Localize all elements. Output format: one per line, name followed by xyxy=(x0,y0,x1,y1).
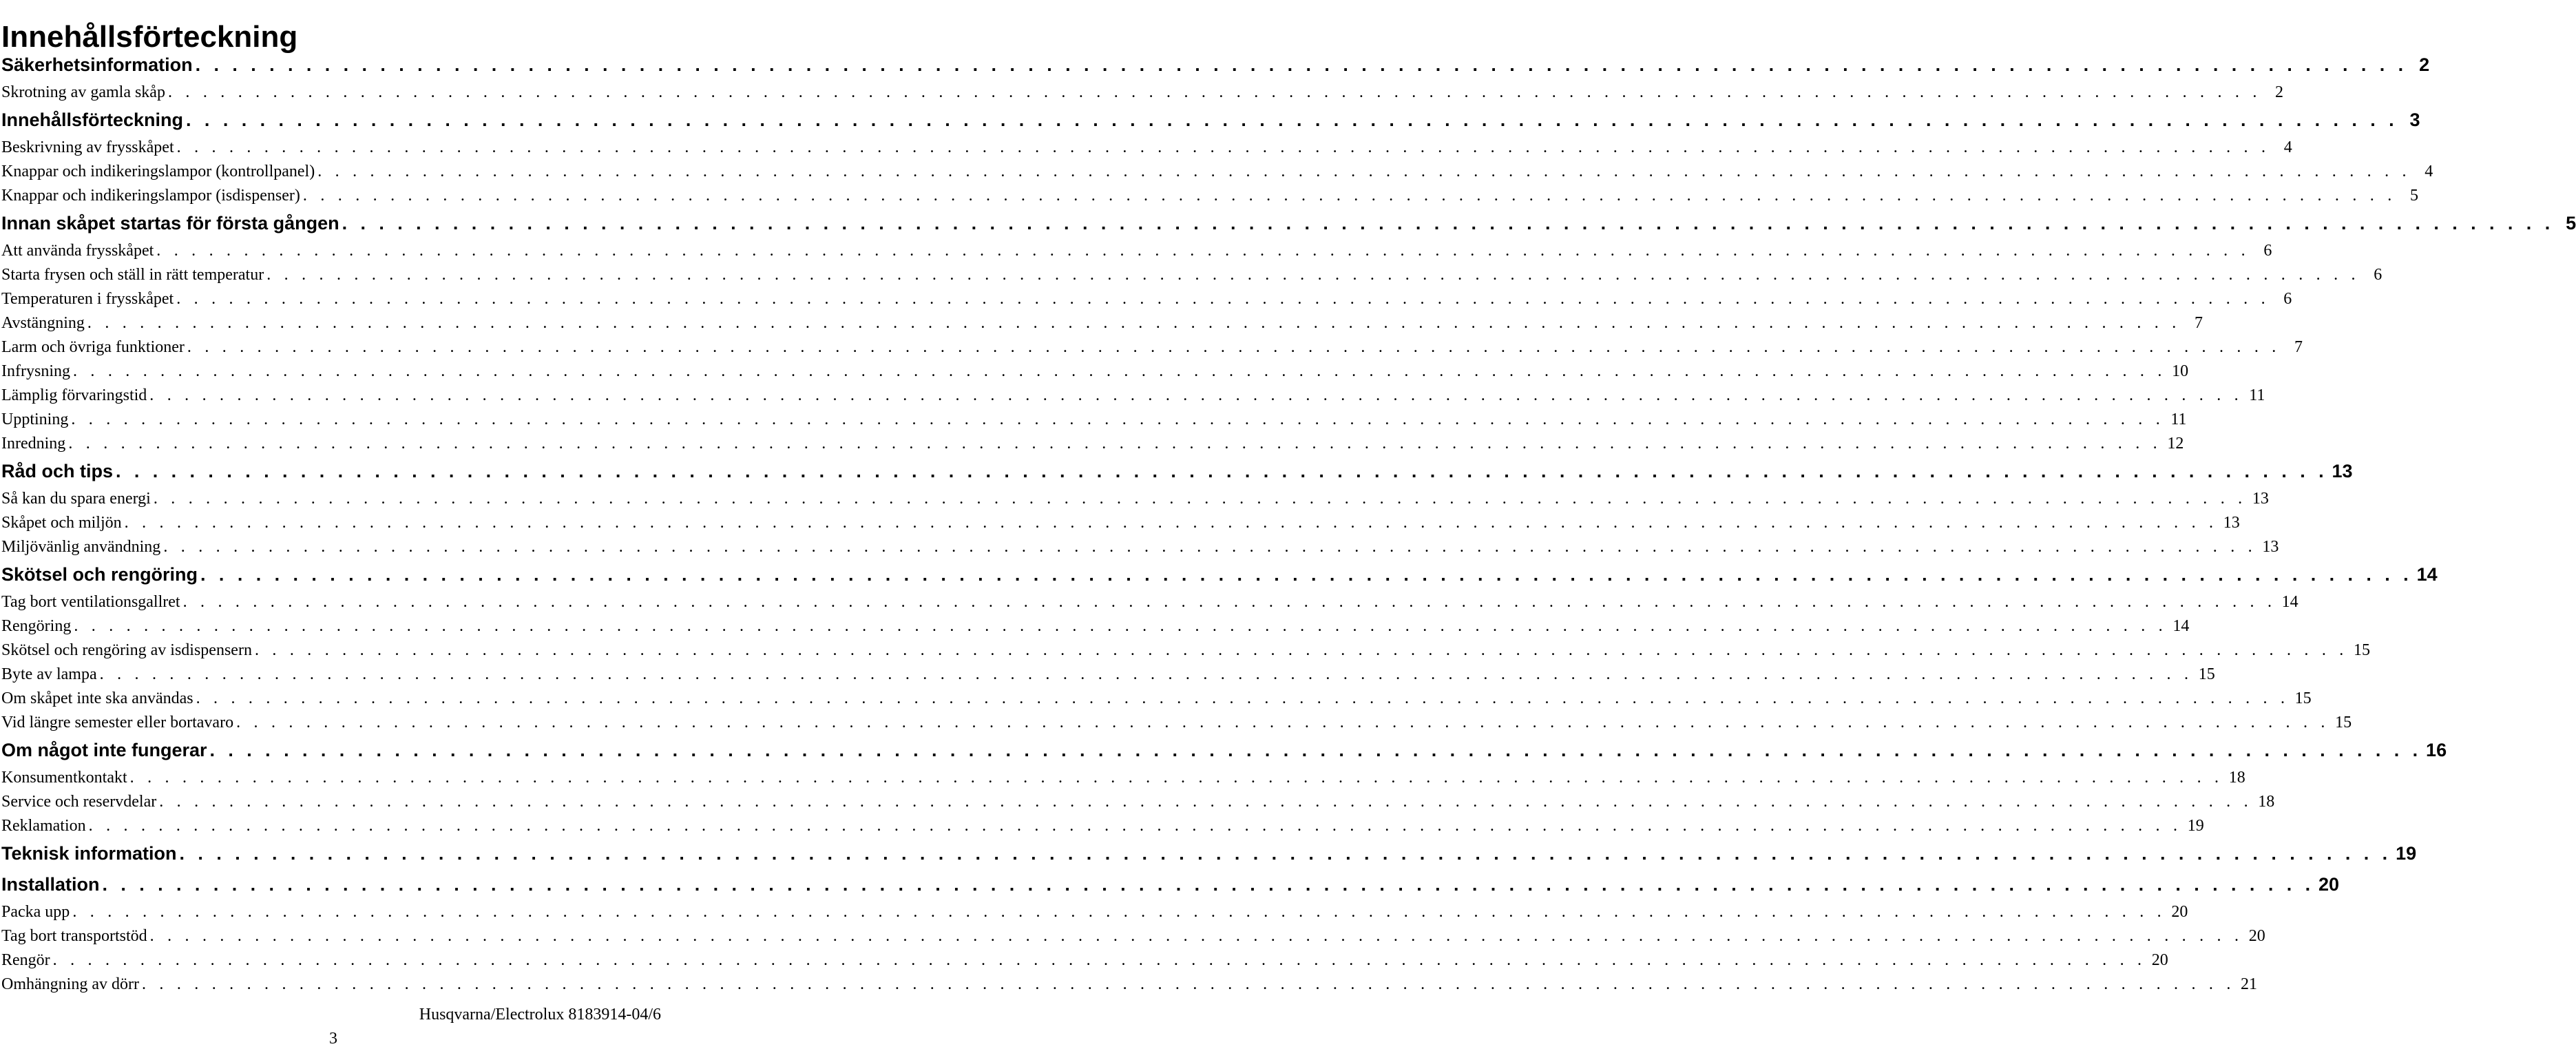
toc-entry-page: 15 xyxy=(2354,641,2371,659)
dot-leader: . . . . . . . . . . . . . . . . . . . . . . . . . . . . . . . . . . . . . . . . . . . . . . . . . . . . . . . . . . . . . . . . . . . . . . . . . . . . . . . . . . . . . . . . . . . . . . . . . . . . . . . . . . . . . . . . . . . . . . . . xyxy=(159,793,2253,811)
toc-subsection-entry[interactable] xyxy=(1,432,2184,456)
toc-section-entry[interactable] xyxy=(1,838,2417,869)
toc-entry-page: 11 xyxy=(2249,386,2265,404)
toc-entry-title: Inredning xyxy=(1,435,66,453)
toc-section-entry[interactable] xyxy=(1,869,2340,900)
toc-entry-title: Packa upp xyxy=(1,903,70,921)
dot-leader: . . . . . . . . . . . . . . . . . . . . . . . . . . . . . . . . . . . . . . . . . . . . . . . . . . . . . . . . . . . . . . . . . . . . . . . . . . . . . . . . . . . . . . . . . . . . . . . . . . . . . . . . . . . . . . . . . . . . . . . . xyxy=(187,338,2281,356)
toc-entry-title: Service och reservdelar xyxy=(1,793,157,811)
dot-leader: . . . . . . . . . . . . . . . . . . . . . . . . . . . . . . . . . . . . . . . . . . . . . . . . . . . . . . . . . . . . . . . . . . . . . . . . . . . . . . . . . . . . . . . . . . . . . . . . . . . . . . . . . . . . . . . . . . . . . . . . xyxy=(163,538,2257,556)
dot-leader: . . . . . . . . . . . . . . . . . . . . . . . . . . . . . . . . . . . . . . . . . . . . . . . . . . . . . . . . . . . . . . . . . . . . . . . . . . . . . . . . . . . . . . . . . . . . . . . . . . . . . . . . . . . . . . . . . . . . . . . . xyxy=(236,714,2330,731)
toc-section-entry[interactable] xyxy=(1,735,2447,766)
toc-subsection-entry[interactable] xyxy=(1,814,2204,838)
toc-entry-title: Innehållsförteckning xyxy=(1,110,184,130)
toc-entry-page: 2 xyxy=(2275,83,2284,101)
table-of-contents xyxy=(1,50,2576,997)
toc-entry-title: Innan skåpet startas för första gången xyxy=(1,213,339,233)
toc-entry-title: Tag bort transportstöd xyxy=(1,927,147,945)
toc-subsection-entry[interactable] xyxy=(1,384,2265,408)
toc-subsection-entry[interactable] xyxy=(1,766,2245,790)
toc-entry-title: Larm och övriga funktioner xyxy=(1,338,185,356)
toc-entry-title: Om något inte fungerar xyxy=(1,740,207,760)
toc-entry-title: Omhängning av dörr xyxy=(1,975,139,993)
toc-subsection-entry[interactable] xyxy=(1,973,2258,997)
dot-leader: . . . . . . . . . . . . . . . . . . . . . . . . . . . . . . . . . . . . . . . . . . . . . . . . . . . . . . . . . . . . . . . . . . . . . . . . . . . . . . . . . . . . . . . . . . . . . . . . . . . . . . . . . . . . . . . . . . . . . . . . xyxy=(68,435,2162,453)
toc-entry-page: 7 xyxy=(2294,338,2303,356)
toc-subsection-entry[interactable] xyxy=(1,335,2303,360)
toc-entry-title: Skötsel och rengöring xyxy=(1,564,198,585)
dot-leader: . . . . . . . . . . . . . . . . . . . . . . . . . . . . . . . . . . . . . . . . . . . . . . . . . . . . . . . . . . . . . . . . . . . . . . . . . . . . . . . . . . . . . . . . . . . . . . . . . . . . . . . . . . . . . . . . . . . . . . . . xyxy=(87,314,2181,332)
toc-entry-page: 13 xyxy=(2223,514,2240,532)
toc-entry-page: 18 xyxy=(2228,769,2245,787)
toc-subsection-entry[interactable] xyxy=(1,663,2215,687)
toc-entry-page: 13 xyxy=(2252,490,2269,508)
dot-leader: . . . . . . . . . . . . . . . . . . . . . . . . . . . . . . . . . . . . . . . . . . . . . . . . . . . . . . . . . . . . . . . . . . . . . . . . . . . . . . . . . . . . . . . . . . . . . . . . . . . . . . . . . . . . . . . . . . . . . . . . xyxy=(167,83,2262,101)
toc-subsection-entry[interactable] xyxy=(1,408,2187,432)
dot-leader: . . . . . . . . . . . . . . . . . . . . . . . . . . . . . . . . . . . . . . . . . . . . . . . . . . . . . . . . . . . . . . . . . . . . . . . . . . . . . . . . . . . . . . . . . . . . . . . . . . . . . . . . . . . . . . . . . . . . . . . . xyxy=(342,213,2555,233)
dot-leader: . . . . . . . . . . . . . . . . . . . . . . . . . . . . . . . . . . . . . . . . . . . . . . . . . . . . . . . . . . . . . . . . . . . . . . . . . . . . . . . . . . . . . . . . . . . . . . . . . . . . . . . . . . . . . . . . . . . . . . . . xyxy=(74,617,2168,635)
toc-entry-page: 14 xyxy=(2416,564,2438,585)
toc-entry-title: Skötsel och rengöring av isdispensern xyxy=(1,641,252,659)
toc-section-entry[interactable] xyxy=(1,456,2353,487)
toc-subsection-entry[interactable] xyxy=(1,81,2284,105)
dot-leader: . . . . . . . . . . . . . . . . . . . . . . . . . . . . . . . . . . . . . . . . . . . . . . . . . . . . . . . . . . . . . . . . . . . . . . . . . . . . . . . . . . . . . . . . . . . . . . . . . . . . . . . . . . . . . . . . . . . . . . . . xyxy=(254,641,2349,659)
toc-entry-title: Rengöring xyxy=(1,617,72,635)
dot-leader: . . . . . . . . . . . . . . . . . . . . . . . . . . . . . . . . . . . . . . . . . . . . . . . . . . . . . . . . . . . . . . . . . . . . . . . . . . . . . . . . . . . . . . . . . . . . . . . . . . . . . . . . . . . . . . . . . . . . . . . . xyxy=(149,386,2243,404)
toc-subsection-entry[interactable] xyxy=(1,184,2418,208)
toc-entry-title: Byte av lampa xyxy=(1,665,97,683)
toc-entry-title: Konsumentkontakt xyxy=(1,769,127,787)
toc-entry-page: 11 xyxy=(2170,411,2187,428)
toc-entry-page: 6 xyxy=(2263,242,2272,260)
toc-entry-page: 14 xyxy=(2281,593,2298,611)
toc-entry-page: 12 xyxy=(2167,435,2184,453)
toc-entry-title: Temperaturen i frysskåpet xyxy=(1,290,174,308)
toc-entry-page: 13 xyxy=(2262,538,2279,556)
toc-entry-page: 15 xyxy=(2335,714,2352,731)
toc-entry-title: Om skåpet inte ska användas xyxy=(1,689,193,707)
toc-entry-title: Rengör xyxy=(1,951,50,969)
toc-section-entry[interactable] xyxy=(1,105,2420,136)
toc-entry-title: Skåpet och miljön xyxy=(1,514,122,532)
toc-entry-title: Reklamation xyxy=(1,817,86,835)
toc-entry-title: Råd och tips xyxy=(1,461,114,481)
toc-subsection-entry[interactable] xyxy=(1,487,2269,511)
toc-subsection-entry[interactable] xyxy=(1,535,2279,559)
dot-leader: . . . . . . . . . . . . . . . . . . . . . . . . . . . . . . . . . . . . . . . . . . . . . . . . . . . . . . . . . . . . . . . . . . . . . . . . . . . . . . . . . . . . . . . . . . . . . . . . . . . . . . . . . . . . . . . . . . . . . . . . xyxy=(88,817,2182,835)
toc-subsection-entry[interactable] xyxy=(1,136,2292,160)
toc-entry-title: Tag bort ventilationsgallret xyxy=(1,593,180,611)
toc-section-entry[interactable] xyxy=(1,50,2430,81)
toc-entry-title: Starta frysen och ställ in rätt temperatur xyxy=(1,266,264,284)
toc-entry-title: Knappar och indikeringslampor (kontrollpanel) xyxy=(1,163,315,180)
dot-leader: . . . . . . . . . . . . . . . . . . . . . . . . . . . . . . . . . . . . . . . . . . . . . . . . . . . . . . . . . . . . . . . . . . . . . . . . . . . . . . . . . . . . . . . . . . . . . . . . . . . . . . . . . . . . . . . . . . . . . . . . xyxy=(52,951,2146,969)
toc-subsection-entry[interactable] xyxy=(1,638,2371,663)
dot-leader: . . . . . . . . . . . . . . . . . . . . . . . . . . . . . . . . . . . . . . . . . . . . . . . . . . . . . . . . . . . . . . . . . . . . . . . . . . . . . . . . . . . . . . . . . . . . . . . . . . . . . . . . . . . . . . . . . . . . . . . . xyxy=(186,110,2398,130)
toc-entry-page: 18 xyxy=(2258,793,2275,811)
toc-subsection-entry[interactable] xyxy=(1,590,2298,614)
dot-leader: . . . . . . . . . . . . . . . . . . . . . . . . . . . . . . . . . . . . . . . . . . . . . . . . . . . . . . . . . . . . . . . . . . . . . . . . . . . . . . . . . . . . . . . . . . . . . . . . . . . . . . . . . . . . . . . . . . . . . . . . xyxy=(153,490,2247,508)
toc-subsection-entry[interactable] xyxy=(1,239,2272,263)
dot-leader: . . . . . . . . . . . . . . . . . . . . . . . . . . . . . . . . . . . . . . . . . . . . . . . . . . . . . . . . . . . . . . . . . . . . . . . . . . . . . . . . . . . . . . . . . . . . . . . . . . . . . . . . . . . . . . . . . . . . . . . . xyxy=(179,843,2392,864)
toc-entry-page: 6 xyxy=(2283,290,2292,308)
dot-leader: . . . . . . . . . . . . . . . . . . . . . . . . . . . . . . . . . . . . . . . . . . . . . . . . . . . . . . . . . . . . . . . . . . . . . . . . . . . . . . . . . . . . . . . . . . . . . . . . . . . . . . . . . . . . . . . . . . . . . . . . xyxy=(149,927,2243,945)
toc-entry-page: 20 xyxy=(2151,951,2168,969)
toc-entry-title: Vid längre semester eller bortavaro xyxy=(1,714,234,731)
toc-entry-page: 15 xyxy=(2294,689,2312,707)
dot-leader: . . . . . . . . . . . . . . . . . . . . . . . . . . . . . . . . . . . . . . . . . . . . . . . . . . . . . . . . . . . . . . . . . . . . . . . . . . . . . . . . . . . . . . . . . . . . . . . . . . . . . . . . . . . . . . . . . . . . . . . . xyxy=(116,461,2328,481)
toc-entry-page: 20 xyxy=(2318,874,2340,895)
toc-entry-title: Skrotning av gamla skåp xyxy=(1,83,165,101)
dot-leader: . . . . . . . . . . . . . . . . . . . . . . . . . . . . . . . . . . . . . . . . . . . . . . . . . . . . . . . . . . . . . . . . . . . . . . . . . . . . . . . . . . . . . . . . . . . . . . . . . . . . . . . . . . . . . . . . . . . . . . . . xyxy=(141,975,2236,993)
toc-entry-page: 21 xyxy=(2241,975,2258,993)
toc-entry-page: 19 xyxy=(2187,817,2204,835)
toc-subsection-entry[interactable] xyxy=(1,311,2203,335)
toc-subsection-entry[interactable] xyxy=(1,711,2352,735)
toc-entry-title: Beskrivning av frysskåpet xyxy=(1,138,174,156)
toc-entry-page: 13 xyxy=(2332,461,2353,481)
toc-subsection-entry[interactable] xyxy=(1,900,2188,924)
toc-entry-title: Lämplig förvaringstid xyxy=(1,386,147,404)
toc-entry-page: 20 xyxy=(2248,927,2265,945)
toc-subsection-entry[interactable] xyxy=(1,924,2265,948)
toc-subsection-entry[interactable] xyxy=(1,160,2433,184)
toc-entry-page: 14 xyxy=(2172,617,2190,635)
dot-leader: . . . . . . . . . . . . . . . . . . . . . . . . . . . . . . . . . . . . . . . . . . . . . . . . . . . . . . . . . . . . . . . . . . . . . . . . . . . . . . . . . . . . . . . . . . . . . . . . . . . . . . . . . . . . . . . . . . . . . . . . xyxy=(317,163,2411,180)
dot-leader: . . . . . . . . . . . . . . . . . . . . . . . . . . . . . . . . . . . . . . . . . . . . . . . . . . . . . . . . . . . . . . . . . . . . . . . . . . . . . . . . . . . . . . . . . . . . . . . . . . . . . . . . . . . . . . . . . . . . . . . . xyxy=(176,138,2270,156)
toc-entry-page: 15 xyxy=(2198,665,2215,683)
toc-entry-page: 4 xyxy=(2425,163,2433,180)
dot-leader: . . . . . . . . . . . . . . . . . . . . . . . . . . . . . . . . . . . . . . . . . . . . . . . . . . . . . . . . . . . . . . . . . . . . . . . . . . . . . . . . . . . . . . . . . . . . . . . . . . . . . . . . . . . . . . . . . . . . . . . . xyxy=(72,362,2167,380)
dot-leader: . . . . . . . . . . . . . . . . . . . . . . . . . . . . . . . . . . . . . . . . . . . . . . . . . . . . . . . . . . . . . . . . . . . . . . . . . . . . . . . . . . . . . . . . . . . . . . . . . . . . . . . . . . . . . . . . . . . . . . . . xyxy=(266,266,2360,284)
toc-entry-page: 3 xyxy=(2409,110,2420,130)
toc-entry-page: 7 xyxy=(2194,314,2203,332)
dot-leader: . . . . . . . . . . . . . . . . . . . . . . . . . . . . . . . . . . . . . . . . . . . . . . . . . . . . . . . . . . . . . . . . . . . . . . . . . . . . . . . . . . . . . . . . . . . . . . . . . . . . . . . . . . . . . . . . . . . . . . . . xyxy=(200,564,2413,585)
toc-entry-page: 5 xyxy=(2566,213,2576,233)
toc-section-entry[interactable] xyxy=(1,208,2576,239)
dot-leader: . . . . . . . . . . . . . . . . . . . . . . . . . . . . . . . . . . . . . . . . . . . . . . . . . . . . . . . . . . . . . . . . . . . . . . . . . . . . . . . . . . . . . . . . . . . . . . . . . . . . . . . . . . . . . . . . . . . . . . . . xyxy=(156,242,2250,260)
toc-entry-title: Säkerhetsinformation xyxy=(1,54,193,75)
dot-leader: . . . . . . . . . . . . . . . . . . . . . . . . . . . . . . . . . . . . . . . . . . . . . . . . . . . . . . . . . . . . . . . . . . . . . . . . . . . . . . . . . . . . . . . . . . . . . . . . . . . . . . . . . . . . . . . . . . . . . . . . xyxy=(302,187,2396,205)
page-number: 3 xyxy=(329,1030,337,1048)
dot-leader: . . . . . . . . . . . . . . . . . . . . . . . . . . . . . . . . . . . . . . . . . . . . . . . . . . . . . . . . . . . . . . . . . . . . . . . . . . . . . . . . . . . . . . . . . . . . . . . . . . . . . . . . . . . . . . . . . . . . . . . . xyxy=(176,290,2270,308)
toc-entry-page: 10 xyxy=(2172,362,2189,380)
toc-entry-title: Så kan du spara energi xyxy=(1,490,151,508)
dot-leader: . . . . . . . . . . . . . . . . . . . . . . . . . . . . . . . . . . . . . . . . . . . . . . . . . . . . . . . . . . . . . . . . . . . . . . . . . . . . . . . . . . . . . . . . . . . . . . . . . . . . . . . . . . . . . . . . . . . . . . . . xyxy=(102,874,2315,895)
toc-entry-page: 19 xyxy=(2396,843,2417,864)
toc-subsection-entry[interactable] xyxy=(1,790,2275,814)
toc-entry-page: 6 xyxy=(2374,266,2383,284)
toc-entry-title: Teknisk information xyxy=(1,843,177,864)
toc-subsection-entry[interactable] xyxy=(1,948,2168,973)
toc-entry-page: 5 xyxy=(2409,187,2418,205)
toc-subsection-entry[interactable] xyxy=(1,687,2312,711)
dot-leader: . . . . . . . . . . . . . . . . . . . . . . . . . . . . . . . . . . . . . . . . . . . . . . . . . . . . . . . . . . . . . . . . . . . . . . . . . . . . . . . . . . . . . . . . . . . . . . . . . . . . . . . . . . . . . . . . . . . . . . . . xyxy=(99,665,2193,683)
dot-leader: . . . . . . . . . . . . . . . . . . . . . . . . . . . . . . . . . . . . . . . . . . . . . . . . . . . . . . . . . . . . . . . . . . . . . . . . . . . . . . . . . . . . . . . . . . . . . . . . . . . . . . . . . . . . . . . . . . . . . . . . xyxy=(124,514,2218,532)
toc-subsection-entry[interactable] xyxy=(1,614,2190,638)
toc-entry-title: Miljövänlig användning xyxy=(1,538,161,556)
dot-leader: . . . . . . . . . . . . . . . . . . . . . . . . . . . . . . . . . . . . . . . . . . . . . . . . . . . . . . . . . . . . . . . . . . . . . . . . . . . . . . . . . . . . . . . . . . . . . . . . . . . . . . . . . . . . . . . . . . . . . . . . xyxy=(195,54,2408,75)
toc-entry-title: Knappar och indikeringslampor (isdispenser) xyxy=(1,187,300,205)
toc-entry-page: 16 xyxy=(2426,740,2447,760)
dot-leader: . . . . . . . . . . . . . . . . . . . . . . . . . . . . . . . . . . . . . . . . . . . . . . . . . . . . . . . . . . . . . . . . . . . . . . . . . . . . . . . . . . . . . . . . . . . . . . . . . . . . . . . . . . . . . . . . . . . . . . . . xyxy=(129,769,2223,787)
toc-entry-title: Avstängning xyxy=(1,314,85,332)
toc-entry-title: Att använda frysskåpet xyxy=(1,242,154,260)
toc-subsection-entry[interactable] xyxy=(1,360,2189,384)
dot-leader: . . . . . . . . . . . . . . . . . . . . . . . . . . . . . . . . . . . . . . . . . . . . . . . . . . . . . . . . . . . . . . . . . . . . . . . . . . . . . . . . . . . . . . . . . . . . . . . . . . . . . . . . . . . . . . . . . . . . . . . . xyxy=(71,411,2165,428)
dot-leader: . . . . . . . . . . . . . . . . . . . . . . . . . . . . . . . . . . . . . . . . . . . . . . . . . . . . . . . . . . . . . . . . . . . . . . . . . . . . . . . . . . . . . . . . . . . . . . . . . . . . . . . . . . . . . . . . . . . . . . . . xyxy=(209,740,2422,760)
toc-subsection-entry[interactable] xyxy=(1,263,2383,287)
toc-entry-page: 2 xyxy=(2419,54,2430,75)
dot-leader: . . . . . . . . . . . . . . . . . . . . . . . . . . . . . . . . . . . . . . . . . . . . . . . . . . . . . . . . . . . . . . . . . . . . . . . . . . . . . . . . . . . . . . . . . . . . . . . . . . . . . . . . . . . . . . . . . . . . . . . . xyxy=(182,593,2276,611)
document-code: Husqvarna/Electrolux 8183914-04/6 xyxy=(419,1006,661,1024)
toc-entry-page: 4 xyxy=(2283,138,2292,156)
toc-entry-title: Upptining xyxy=(1,411,69,428)
toc-subsection-entry[interactable] xyxy=(1,287,2292,311)
dot-leader: . . . . . . . . . . . . . . . . . . . . . . . . . . . . . . . . . . . . . . . . . . . . . . . . . . . . . . . . . . . . . . . . . . . . . . . . . . . . . . . . . . . . . . . . . . . . . . . . . . . . . . . . . . . . . . . . . . . . . . . . xyxy=(196,689,2290,707)
toc-entry-page: 20 xyxy=(2171,903,2188,921)
dot-leader: . . . . . . . . . . . . . . . . . . . . . . . . . . . . . . . . . . . . . . . . . . . . . . . . . . . . . . . . . . . . . . . . . . . . . . . . . . . . . . . . . . . . . . . . . . . . . . . . . . . . . . . . . . . . . . . . . . . . . . . . xyxy=(72,903,2166,921)
toc-entry-title: Installation xyxy=(1,874,100,895)
toc-section-entry[interactable] xyxy=(1,559,2438,590)
toc-subsection-entry[interactable] xyxy=(1,511,2240,535)
page-title: Innehållsförteckning xyxy=(1,20,298,54)
toc-entry-title: Infrysning xyxy=(1,362,70,380)
